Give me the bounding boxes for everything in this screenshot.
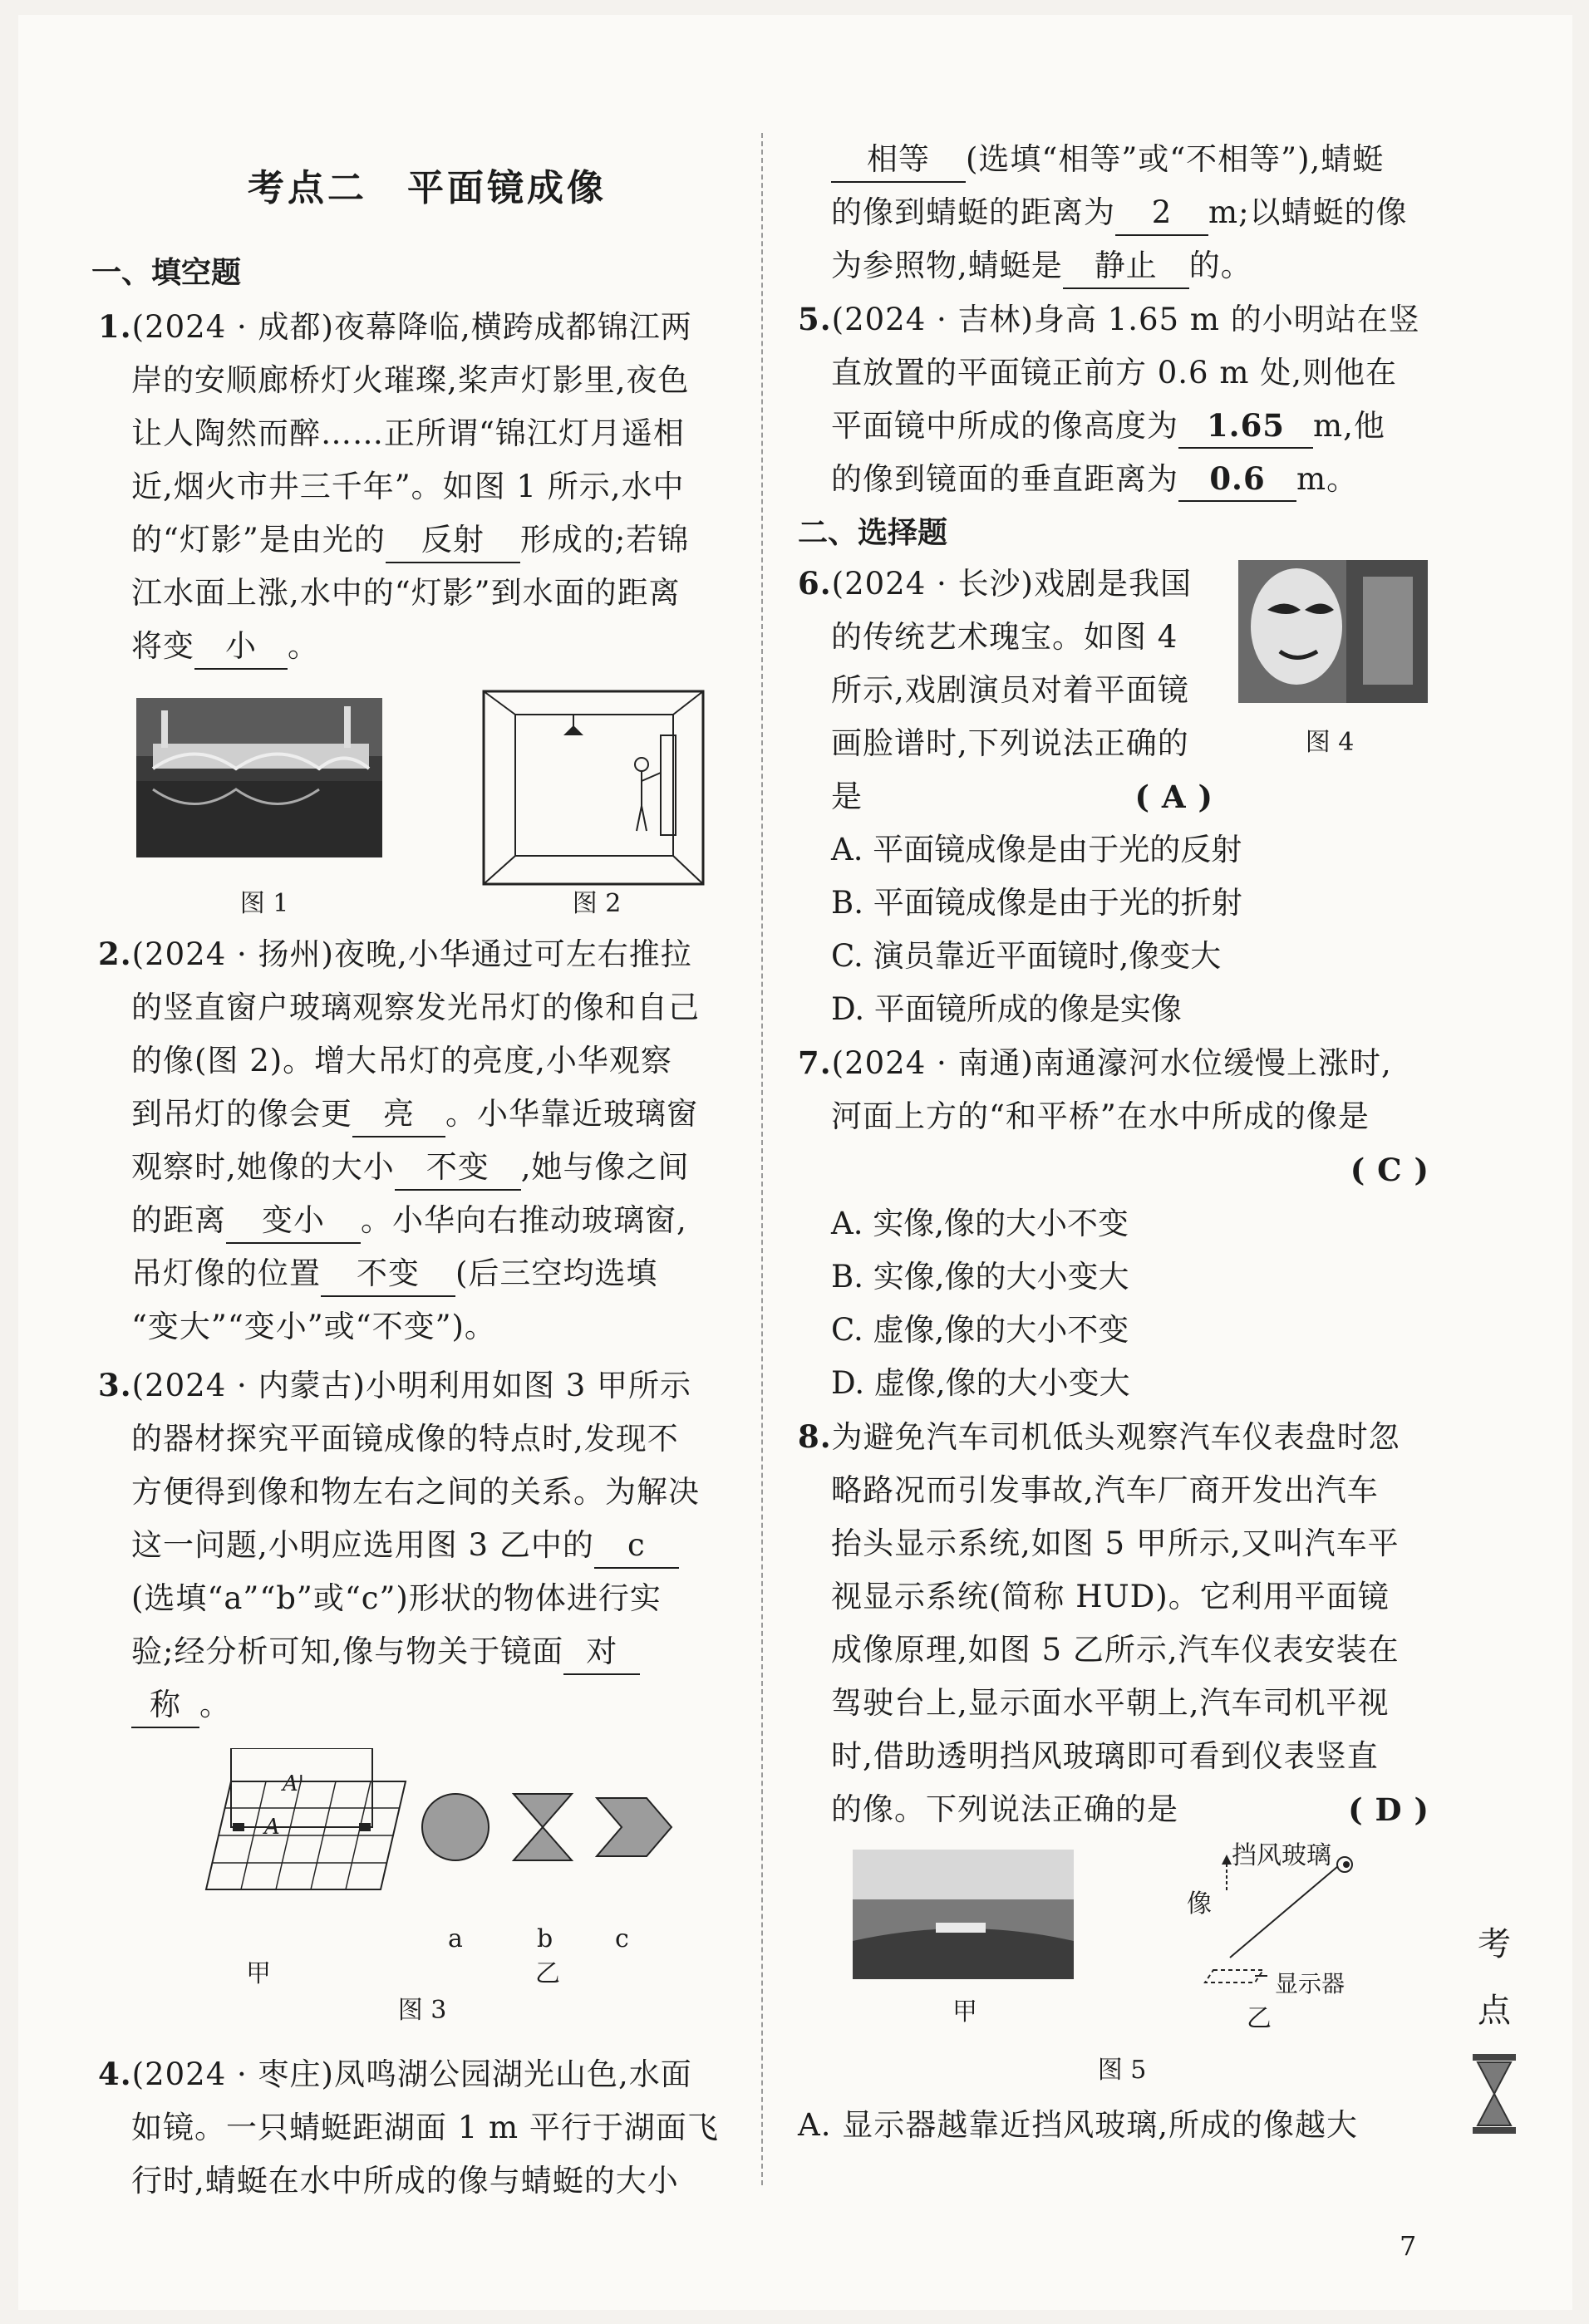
- figure-1-bridge-photo: [136, 698, 382, 857]
- q2-line-4b: 。小华靠近玻璃窗: [445, 1096, 698, 1132]
- q3-line-3: 方便得到像和物左右之间的关系。为解决: [131, 1474, 700, 1510]
- q7-option-a: A. 实像,像的大小不变: [831, 1206, 1129, 1241]
- left-column: [91, 133, 738, 2208]
- q7-option-d: D. 虚像,像的大小变大: [831, 1365, 1130, 1401]
- q2-line-2: 的竖直窗户玻璃观察发光吊灯的像和自己: [131, 990, 700, 1025]
- q7-choice: ( C ): [1350, 1152, 1429, 1188]
- figure-4-caption: 图 4: [1305, 728, 1355, 757]
- side-tab-char-1: 考: [1478, 1925, 1511, 1963]
- q6-choice: ( A ): [1134, 779, 1213, 815]
- q2-line-8: “变大”“变小”或“不变”)。: [131, 1309, 496, 1344]
- q4-answer-3: 静止: [1063, 244, 1189, 289]
- q8-line-2: 略路况而引发事故,汽车厂商开发出汽车: [831, 1472, 1379, 1508]
- q6-line-4: 画脸谱时,下列说法正确的: [831, 725, 1189, 761]
- q8-line-3: 抬头显示系统,如图 5 甲所示,又叫汽车平: [831, 1526, 1400, 1561]
- fig3-label-c: c: [615, 1924, 629, 1953]
- q3-line-7b: 。: [199, 1687, 231, 1722]
- figure-2-room-diagram: [482, 690, 706, 889]
- q2-line-6b: 。小华向右推动玻璃窗,: [361, 1202, 687, 1238]
- q1-line-7a: 将变: [131, 628, 194, 664]
- q3-answer-2a: 对: [563, 1630, 640, 1675]
- q8-line-7: 时,借助透明挡风玻璃即可看到仪表竖直: [831, 1738, 1379, 1774]
- question-6: [798, 557, 1438, 1036]
- q4-line-3: 行时,蜻蜓在水中所成的像与蜻蜓的大小: [131, 2163, 679, 2199]
- q5-line-2: 直放置的平面镜正前方 0.6 m 处,则他在: [831, 355, 1397, 391]
- figure-5: [798, 1841, 1438, 2099]
- q7-option-c: C. 虚像,像的大小不变: [831, 1312, 1129, 1348]
- q8-line-8: 的像。下列说法正确的是: [831, 1791, 1178, 1827]
- q6-option-b: B. 平面镜成像是由于光的折射: [831, 885, 1242, 921]
- fig3-label-a: a: [448, 1924, 463, 1953]
- question-8: [798, 1410, 1438, 1836]
- question-1: [98, 300, 738, 673]
- q1-line-5a: 的“灯影”是由光的: [131, 522, 386, 558]
- q5-line-4b: m。: [1296, 461, 1359, 497]
- figure-1-caption: 图 1: [239, 889, 289, 918]
- q5-answer-1: 1.65: [1178, 404, 1313, 449]
- q1-line-1: (2024 · 成都)夜幕降临,横跨成都锦江两: [131, 309, 692, 345]
- hourglass-icon: [1471, 2052, 1518, 2135]
- q5-line-3b: m,他: [1313, 408, 1385, 444]
- q2-answer-3: 变小: [226, 1199, 361, 1244]
- q5-answer-2: 0.6: [1178, 457, 1296, 502]
- q2-line-6a: 的距离: [131, 1202, 226, 1238]
- q1-line-6: 江水面上涨,水中的“灯影”到水面的距离: [131, 575, 681, 611]
- side-tab-char-2: 点: [1478, 1992, 1511, 2030]
- question-7: [798, 1036, 1438, 1410]
- q4-line-2: 如镜。一只蜻蜓距湖面 1 m 平行于湖面飞: [131, 2110, 719, 2145]
- q2-line-4a: 到吊灯的像会更: [131, 1096, 352, 1132]
- q4-right-line-2a: 的像到蜻蜓的距离为: [831, 194, 1115, 230]
- fig5-label-jia: 甲: [952, 1997, 977, 2027]
- q8-number: 8.: [798, 1418, 832, 1455]
- choice-heading: 二、选择题: [798, 516, 948, 550]
- q4-answer-2: 2: [1115, 191, 1208, 236]
- q6-line-2: 的传统艺术瑰宝。如图 4: [831, 619, 1178, 655]
- q6-option-c: C. 演员靠近平面镜时,像变大: [831, 938, 1222, 974]
- fig3-label-yi: 乙: [535, 1959, 560, 1988]
- q6-line-3: 所示,戏剧演员对着平面镜: [831, 672, 1189, 708]
- fig5-label-yi: 乙: [1247, 2004, 1272, 2033]
- q2-line-5b: ,她与像之间: [520, 1149, 690, 1185]
- q3-answer-2b: 称: [131, 1683, 199, 1728]
- question-2: [98, 927, 738, 1354]
- q7-line-1: (2024 · 南通)南通濠河水位缓慢上涨时,: [831, 1045, 1392, 1081]
- q4-right-line-1b: (选填“相等”或“不相等”),蜻蜓: [966, 141, 1385, 177]
- q1-line-3: 让人陶然而醉……正所谓“锦江灯月遥相: [131, 415, 685, 451]
- q1-number: 1.: [98, 308, 132, 345]
- question-4: [98, 2047, 738, 2208]
- q2-line-1: (2024 · 扬州)夜晚,小华通过可左右推拉: [131, 936, 692, 972]
- fig3-label-jia: 甲: [246, 1959, 271, 1988]
- q2-answer-2: 不变: [395, 1146, 521, 1191]
- q3-number: 3.: [98, 1367, 132, 1403]
- q5-line-1: (2024 · 吉林)身高 1.65 m 的小明站在竖: [831, 302, 1420, 337]
- q1-answer-1: 反射: [386, 518, 520, 563]
- q2-line-7a: 吊灯像的位置: [131, 1255, 321, 1291]
- figure-2-caption: 图 2: [572, 889, 622, 918]
- q2-answer-1: 亮: [352, 1093, 445, 1137]
- fig3-label-b: b: [537, 1924, 553, 1953]
- q5-line-3a: 平面镜中所成的像高度为: [831, 408, 1178, 444]
- q4-number: 4.: [98, 2056, 132, 2092]
- q5-number: 5.: [798, 301, 832, 337]
- fig3-A-label: A: [264, 1815, 280, 1840]
- q8-line-1: 为避免汽车司机低头观察汽车仪表盘时忽: [831, 1419, 1400, 1455]
- q8-option-a: A. 显示器越靠近挡风玻璃,所成的像越大: [798, 2107, 1359, 2143]
- figure-3: [98, 1740, 738, 2025]
- question-3: [98, 1359, 738, 1732]
- fig5-windshield-label: 挡风玻璃: [1232, 1841, 1331, 1870]
- q7-number: 7.: [798, 1044, 832, 1081]
- q3-line-5: (选填“a”“b”或“c”)形状的物体进行实: [131, 1580, 662, 1616]
- page-number: 7: [1400, 2230, 1417, 2262]
- q4-line-1: (2024 · 枣庄)凤鸣湖公园湖光山色,水面: [131, 2056, 692, 2092]
- side-tab: [1469, 1911, 1519, 2158]
- q2-number: 2.: [98, 936, 132, 972]
- q3-answer-1: c: [594, 1524, 679, 1569]
- q6-option-d: D. 平面镜所成的像是实像: [831, 991, 1182, 1027]
- fig3-A-prime-label: A': [283, 1771, 304, 1796]
- figure-5-caption: 图 5: [1097, 2056, 1147, 2085]
- q8-line-6: 驾驶台上,显示面水平朝上,汽车司机平视: [831, 1685, 1390, 1721]
- q8-line-4: 视显示系统(简称 HUD)。它利用平面镜: [831, 1579, 1390, 1614]
- q5-line-4a: 的像到镜面的垂直距离为: [831, 461, 1178, 497]
- q6-line-1: (2024 · 长沙)戏剧是我国: [831, 566, 1192, 602]
- q4-answer-1: 相等: [831, 138, 966, 183]
- q2-line-3: 的像(图 2)。增大吊灯的亮度,小华观察: [131, 1043, 672, 1078]
- q2-answer-4: 不变: [321, 1252, 455, 1297]
- q2-line-7b: (后三空均选填: [455, 1255, 658, 1291]
- question-4-continued: [798, 133, 1438, 292]
- q4-right-line-3b: 的。: [1188, 248, 1252, 283]
- q1-answer-2: 小: [194, 625, 288, 670]
- q1-line-7b: 。: [288, 628, 319, 664]
- question-5: [798, 292, 1438, 506]
- q8-choice: ( D ): [1348, 1791, 1429, 1828]
- q6-line-5: 是: [831, 779, 863, 814]
- figure-4-opera-photo: [1238, 560, 1428, 703]
- q1-line-2: 岸的安顺廊桥灯火璀璨,桨声灯影里,夜色: [131, 362, 690, 398]
- q7-line-2: 河面上方的“和平桥”在水中所成的像是: [831, 1098, 1370, 1134]
- section-title: 考点二 平面镜成像: [248, 167, 607, 209]
- q4-right-line-2b: m;以蜻蜓的像: [1208, 194, 1408, 230]
- fig5-display-label: 显示器: [1275, 1970, 1345, 1997]
- q4-right-line-3a: 为参照物,蜻蜓是: [831, 248, 1063, 283]
- q3-line-2: 的器材探究平面镜成像的特点时,发现不: [131, 1421, 679, 1457]
- q3-line-4a: 这一问题,小明应选用图 3 乙中的: [131, 1527, 594, 1563]
- q6-option-a: A. 平面镜成像是由于光的反射: [831, 832, 1242, 867]
- q6-number: 6.: [798, 565, 832, 602]
- q3-line-6a: 验;经分析可知,像与物关于镜面: [131, 1634, 564, 1669]
- figure-5-hud-photo: [853, 1850, 1074, 1979]
- q1-line-5b: 形成的;若锦: [519, 522, 690, 558]
- q2-line-5a: 观察时,她像的大小: [131, 1149, 395, 1185]
- right-column: [798, 133, 1438, 2152]
- column-divider: [761, 133, 763, 2185]
- q7-option-b: B. 实像,像的大小变大: [831, 1259, 1129, 1295]
- q3-line-1: (2024 · 内蒙古)小明利用如图 3 甲所示: [131, 1368, 692, 1403]
- q8-line-5: 成像原理,如图 5 乙所示,汽车仪表安装在: [831, 1632, 1400, 1668]
- figure-3-caption: 图 3: [397, 1996, 447, 2025]
- figures-1-2: [98, 698, 738, 931]
- q1-line-4: 近,烟火市井三千年”。如图 1 所示,水中: [131, 469, 685, 504]
- fill-heading: 一、填空题: [91, 256, 242, 290]
- fig5-image-label: 像: [1187, 1889, 1212, 1919]
